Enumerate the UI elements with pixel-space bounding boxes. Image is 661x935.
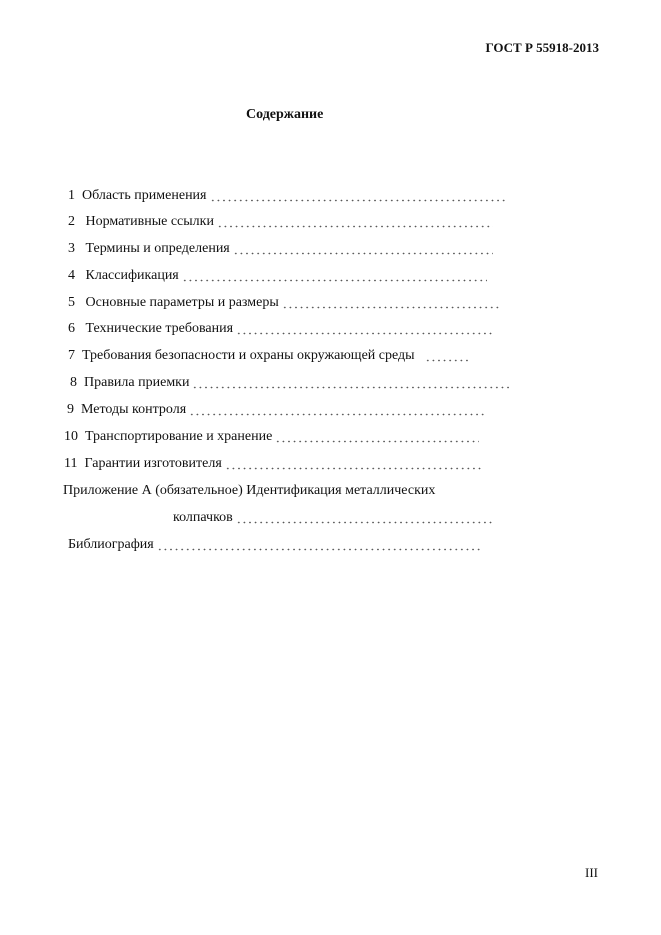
toc-entry-text: 11 Гарантии изготовителя [64, 456, 222, 471]
toc-entry [67, 401, 487, 419]
toc-entry [68, 187, 506, 205]
toc-entry-text: 6 Технические требования [68, 321, 234, 336]
dot-leader [192, 386, 510, 389]
dot-leader [157, 548, 482, 551]
toc-entry-text: 1 Область применения [68, 188, 207, 203]
dot-leader [189, 413, 487, 416]
toc-entry-text: 9 Методы контроля [67, 402, 187, 417]
dot-leader [217, 225, 493, 228]
toc-entry-text: 10 Транспортирование и хранение [64, 429, 273, 444]
toc-entry-text: 2 Нормативные ссылки [68, 214, 214, 229]
toc-entry [64, 428, 479, 446]
dot-leader [233, 252, 493, 255]
toc-entry [70, 374, 510, 392]
toc-entry-text: 7 Требования безопасности и охраны окружающей среды [68, 348, 415, 363]
toc-entry-text: 5 Основные параметры и размеры [68, 295, 279, 310]
toc-entry [68, 213, 493, 231]
page-title: Содержание [246, 107, 324, 122]
toc-entry [64, 455, 483, 473]
toc-entry [68, 536, 482, 554]
dot-leader [425, 359, 471, 362]
toc-entry-text: 3 Термины и определения [68, 241, 230, 256]
dot-leader [236, 521, 494, 524]
toc-entry [63, 482, 435, 500]
toc-entry [173, 509, 494, 527]
toc-entry-text: колпачков [173, 510, 233, 525]
toc-entry-text: Приложение А (обязательное) Идентификация металлических [63, 483, 436, 498]
toc-entry-text: 8 Правила приемки [70, 375, 190, 390]
toc-entry [68, 240, 493, 258]
dot-leader [275, 440, 479, 443]
document-code: ГОСТ Р 55918-2013 [485, 40, 599, 55]
dot-leader [236, 332, 494, 335]
dot-leader [182, 279, 487, 282]
toc-entry [68, 320, 494, 338]
dot-leader [210, 199, 506, 202]
dot-leader [282, 306, 502, 309]
dot-leader [225, 467, 483, 470]
toc-entry [68, 347, 471, 365]
toc-entry-text: 4 Классификация [68, 268, 179, 283]
toc-entry [68, 294, 502, 312]
toc-entry [68, 267, 487, 285]
page-number: III [585, 865, 598, 880]
toc-entry-text: Библиография [68, 537, 154, 552]
